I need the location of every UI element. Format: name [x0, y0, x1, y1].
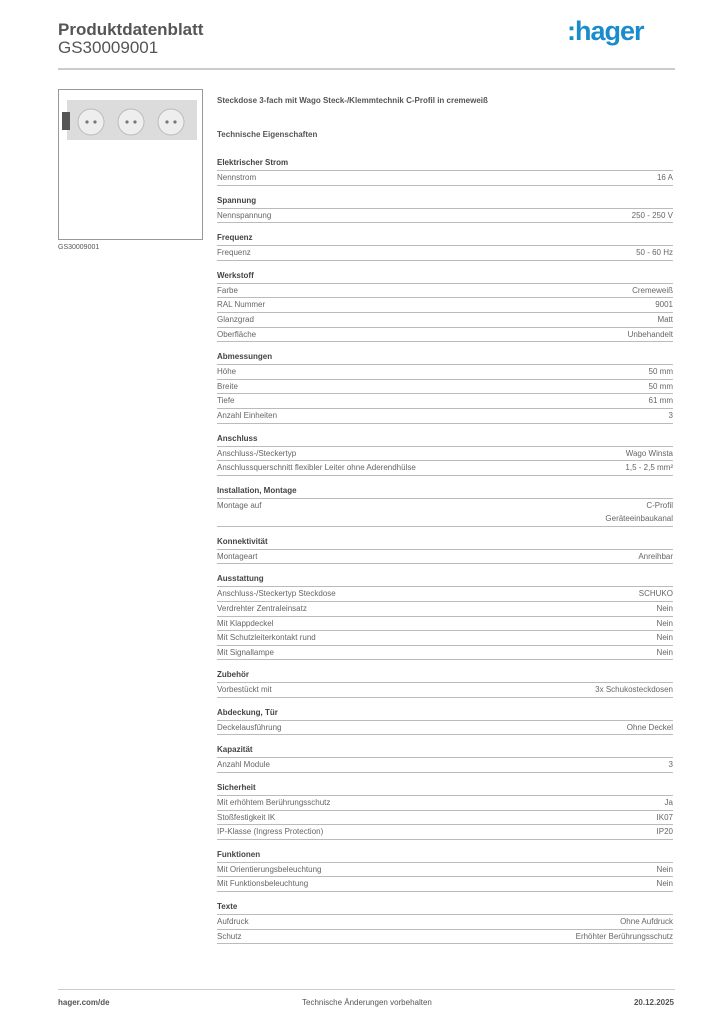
- spec-value: Nein: [656, 603, 673, 613]
- spec-row: [217, 550, 673, 565]
- spec-value: Ohne Aufdruck: [620, 917, 673, 927]
- spec-label: Montage auf: [217, 500, 262, 510]
- spec-row: [217, 617, 673, 632]
- section-title: Ausstattung: [217, 572, 673, 587]
- spec-label: Anschluss-/Steckertyp: [217, 448, 297, 458]
- section-title: Funktionen: [217, 848, 673, 863]
- spec-row: [217, 380, 673, 395]
- spec-label: RAL Nummer: [217, 300, 266, 310]
- spec-value: 3: [668, 410, 673, 420]
- spec-row: [217, 646, 673, 661]
- spec-row: [217, 246, 673, 261]
- header-divider: [58, 68, 675, 70]
- spec-value: IP20: [656, 827, 673, 837]
- spec-label: IP-Klasse (Ingress Protection): [217, 827, 324, 837]
- product-code: GS30009001: [58, 38, 159, 57]
- spec-value: Nein: [656, 864, 673, 874]
- spec-section: [217, 900, 673, 944]
- section-title: Texte: [217, 900, 673, 915]
- spec-label: Oberfläche: [217, 329, 257, 339]
- spec-row: [217, 447, 673, 462]
- spec-row: [217, 313, 673, 328]
- section-title: Konnektivität: [217, 535, 673, 550]
- section-title: Installation, Montage: [217, 484, 673, 499]
- spec-row: [217, 284, 673, 299]
- spec-label: Frequenz: [217, 248, 251, 258]
- spec-value: 50 mm: [648, 367, 673, 377]
- spec-value: Nein: [656, 633, 673, 643]
- spec-section: [217, 781, 673, 840]
- spec-label: Mit Orientierungsbeleuchtung: [217, 864, 322, 874]
- spec-section: [217, 156, 673, 186]
- spec-value: 9001: [655, 300, 673, 310]
- spec-section: [217, 194, 673, 224]
- spec-value: Ohne Deckel: [626, 722, 673, 732]
- spec-label: Nennstrom: [217, 173, 257, 182]
- spec-label: Anschluss-/Steckertyp Steckdose: [217, 589, 336, 599]
- product-image: [58, 89, 203, 240]
- spec-label: Anzahl Module: [217, 760, 270, 770]
- spec-row: [217, 825, 673, 840]
- spec-row: [217, 499, 673, 527]
- spec-value: Unbehandelt: [627, 329, 673, 339]
- spec-row: [217, 811, 673, 826]
- spec-row: [217, 721, 673, 736]
- spec-label: Vorbestückt mit: [217, 685, 272, 695]
- spec-value: 61 mm: [648, 396, 673, 406]
- spec-label: Mit Schutzleiterkontakt rund: [217, 633, 316, 643]
- spec-row: [217, 758, 673, 773]
- spec-row: [217, 683, 673, 698]
- section-title: Zubehör: [217, 668, 673, 683]
- spec-label: Höhe: [217, 367, 237, 377]
- spec-row: [217, 209, 673, 224]
- spec-value: 3: [668, 760, 673, 770]
- spec-section: [217, 743, 673, 773]
- spec-value: Matt: [657, 314, 673, 324]
- spec-section: [217, 432, 673, 476]
- spec-label: Nennspannung: [217, 210, 272, 220]
- spec-value: 16 A: [656, 173, 673, 182]
- spec-value: Nein: [656, 647, 673, 657]
- spec-section: [217, 848, 673, 892]
- spec-label: Anzahl Einheiten: [217, 410, 278, 420]
- spec-row: [217, 394, 673, 409]
- spec-value: 50 - 60 Hz: [636, 248, 673, 258]
- footer-notice: Technische Änderungen vorbehalten: [302, 998, 432, 1007]
- spec-section: [217, 535, 673, 565]
- section-title: Frequenz: [217, 231, 673, 246]
- spec-section: [217, 484, 673, 527]
- spec-value: Erhöhter Berührungsschutz: [575, 931, 673, 941]
- spec-label: Verdrehter Zentraleinsatz: [217, 603, 307, 613]
- spec-value: C-Profil Geräteeinbaukanal: [605, 500, 673, 524]
- spec-label: Mit Signallampe: [217, 647, 274, 657]
- spec-section: [217, 706, 673, 736]
- spec-row: [217, 631, 673, 646]
- spec-value: Anreihbar: [638, 551, 673, 561]
- spec-label: Farbe: [217, 285, 238, 295]
- spec-value: Ja: [664, 798, 673, 808]
- spec-row: [217, 915, 673, 930]
- spec-row: [217, 461, 673, 476]
- section-title: Elektrischer Strom: [217, 156, 673, 171]
- section-title: Spannung: [217, 194, 673, 209]
- spec-label: Deckelausführung: [217, 722, 282, 732]
- spec-label: Tiefe: [217, 396, 235, 406]
- spec-value: SCHUKO: [638, 589, 673, 599]
- footer-website: hager.com/de: [58, 998, 110, 1007]
- spec-value: Cremeweiß: [632, 285, 673, 295]
- hager-logo: :hager: [567, 16, 644, 46]
- spec-label: Stoßfestigkeit IK: [217, 812, 276, 822]
- image-caption: GS30009001: [58, 244, 100, 251]
- spec-content: [217, 96, 673, 952]
- spec-value: Nein: [656, 618, 673, 628]
- spec-label: Montageart: [217, 551, 258, 561]
- spec-value: Nein: [656, 879, 673, 889]
- spec-label: Breite: [217, 381, 238, 391]
- spec-label: Mit erhöhtem Berührungsschutz: [217, 798, 331, 808]
- spec-section: [217, 269, 673, 342]
- spec-row: [217, 298, 673, 313]
- section-title: Sicherheit: [217, 781, 673, 796]
- spec-label: Mit Klappdeckel: [217, 618, 274, 628]
- spec-label: Aufdruck: [217, 917, 249, 927]
- spec-row: [217, 877, 673, 892]
- spec-label: Glanzgrad: [217, 314, 254, 324]
- spec-row: [217, 365, 673, 380]
- spec-label: Schutz: [217, 931, 242, 941]
- tech-heading: Technische Eigenschaften: [217, 130, 318, 139]
- spec-row: [217, 328, 673, 343]
- footer-date: 20.12.2025: [633, 998, 674, 1007]
- spec-row: [217, 930, 673, 945]
- spec-section: [217, 572, 673, 660]
- spec-section: [217, 231, 673, 261]
- spec-value: IK07: [656, 812, 673, 822]
- section-title: Werkstoff: [217, 269, 673, 284]
- spec-value: 3x Schukosteckdosen: [595, 685, 673, 695]
- section-title: Kapazität: [217, 743, 673, 758]
- section-title: Anschluss: [217, 432, 673, 447]
- spec-row: [217, 863, 673, 878]
- section-title: Abdeckung, Tür: [217, 706, 673, 721]
- spec-value: 50 mm: [648, 381, 673, 391]
- spec-row: [217, 602, 673, 617]
- spec-section: [217, 350, 673, 423]
- spec-section: [217, 668, 673, 698]
- spec-label: Anschlussquerschnitt flexibler Leiter ohne Aderendhülse: [217, 463, 416, 473]
- section-title: Abmessungen: [217, 350, 673, 365]
- spec-row: [217, 587, 673, 602]
- spec-row: [217, 796, 673, 811]
- spec-row: [217, 409, 673, 424]
- spec-row: [217, 171, 673, 186]
- footer-divider: [58, 989, 675, 990]
- spec-value: 250 - 250 V: [631, 210, 673, 220]
- product-title: Steckdose 3-fach mit Wago Steck-/Klemmtechnik C-Profil in cremeweiß: [217, 96, 488, 105]
- spec-value: 1,5 - 2,5 mm²: [625, 463, 673, 473]
- page-title: Produktdatenblatt: [58, 20, 204, 39]
- spec-label: Mit Funktionsbeleuchtung: [217, 879, 309, 889]
- spec-value: Wago Winsta: [625, 448, 673, 458]
